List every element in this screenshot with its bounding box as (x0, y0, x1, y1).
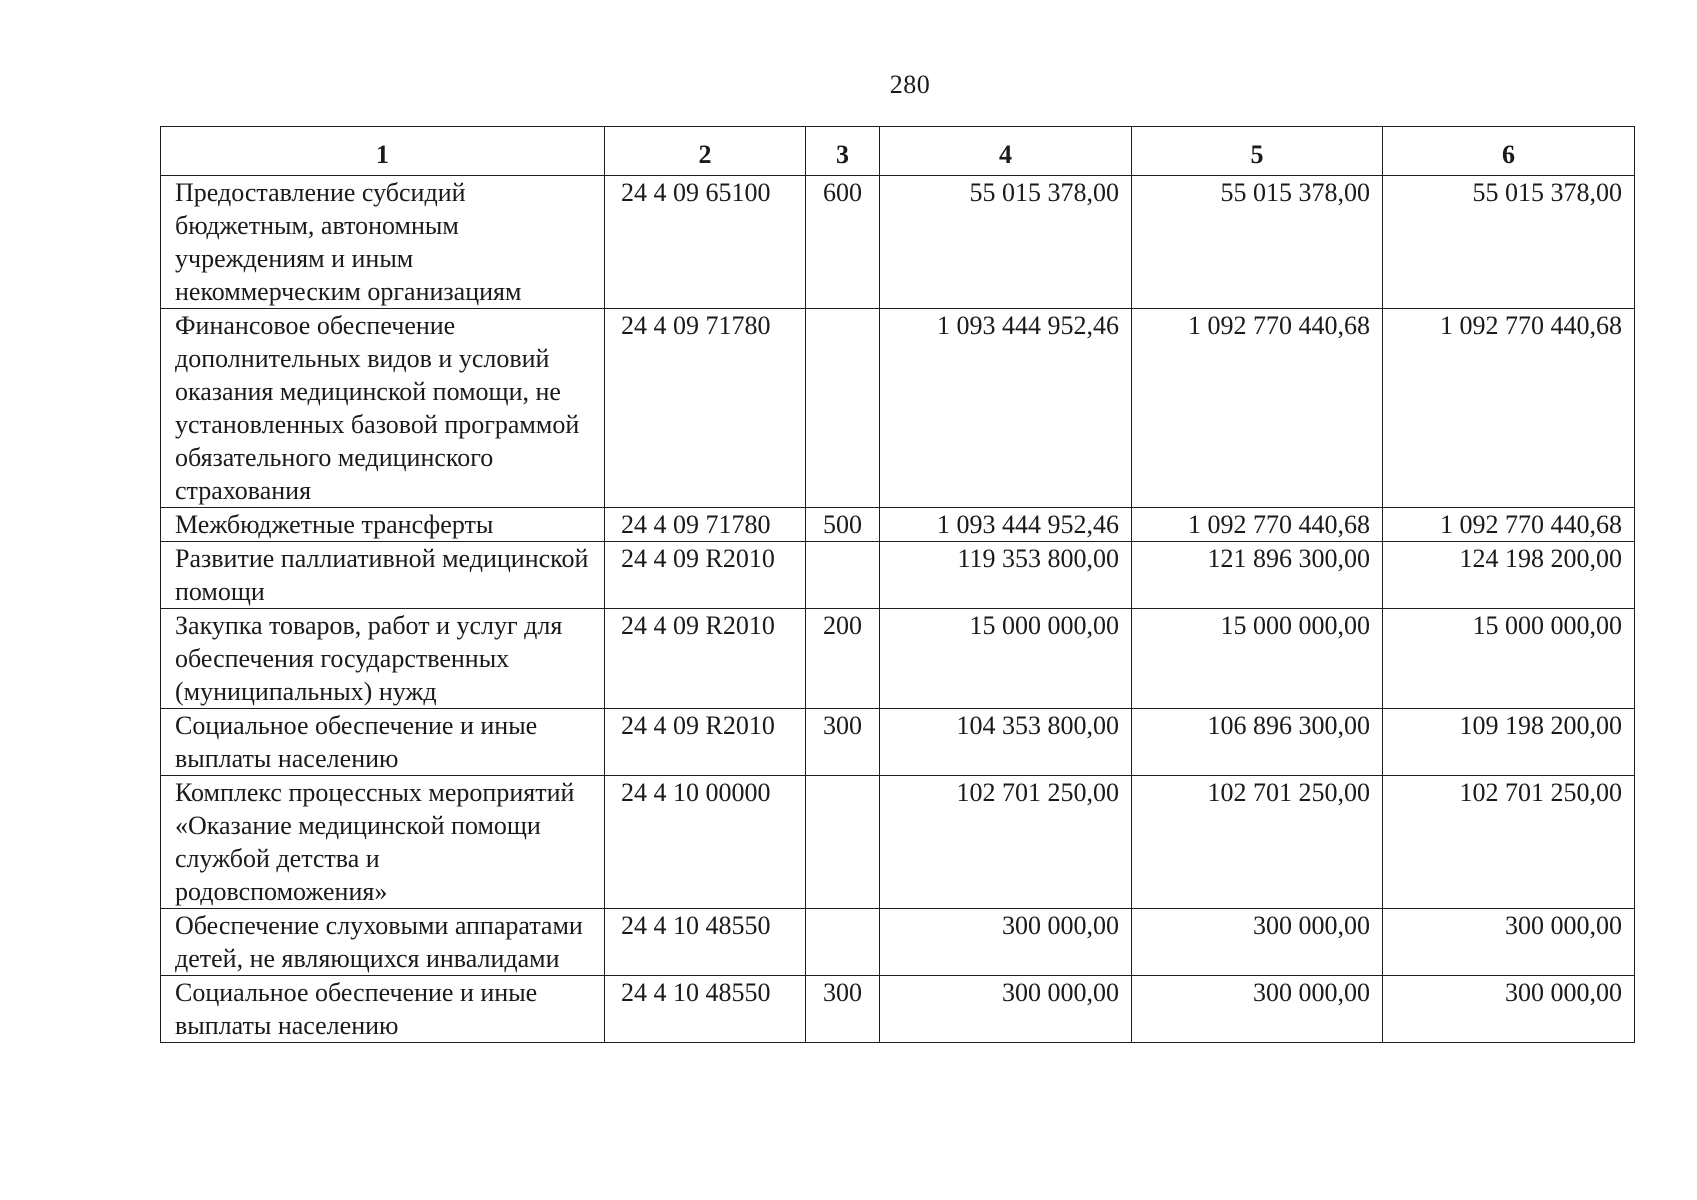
row-sum-col4: 55 015 378,00 (880, 176, 1132, 309)
row-sum-col5: 102 701 250,00 (1132, 776, 1383, 909)
row-code: 24 4 09 71780 (605, 508, 806, 542)
row-sum-col5: 55 015 378,00 (1132, 176, 1383, 309)
row-sum-col4: 300 000,00 (880, 909, 1132, 976)
row-code: 24 4 09 R2010 (605, 542, 806, 609)
row-sum-col4: 15 000 000,00 (880, 609, 1132, 709)
table-row (161, 976, 1635, 1043)
row-name: Социальное обеспечение и иные выплаты населению (161, 976, 605, 1043)
table-row (161, 176, 1635, 309)
table-row (161, 909, 1635, 976)
column-header: 4 (880, 127, 1132, 176)
table-header-row (161, 127, 1635, 176)
row-name: Развитие паллиативной медицинской помощи (161, 542, 605, 609)
row-sum-col6: 109 198 200,00 (1383, 709, 1635, 776)
column-header: 5 (1132, 127, 1383, 176)
row-sum-col4: 1 093 444 952,46 (880, 508, 1132, 542)
row-sum-col5: 1 092 770 440,68 (1132, 508, 1383, 542)
row-expense-type (806, 909, 880, 976)
row-sum-col5: 300 000,00 (1132, 909, 1383, 976)
row-name: Комплекс процессных мероприятий «Оказание медицинской помощи службой детства и родовспоможения» (161, 776, 605, 909)
row-code: 24 4 09 71780 (605, 309, 806, 508)
row-sum-col4: 102 701 250,00 (880, 776, 1132, 909)
row-expense-type: 300 (806, 976, 880, 1043)
row-sum-col5: 15 000 000,00 (1132, 609, 1383, 709)
row-sum-col5: 1 092 770 440,68 (1132, 309, 1383, 508)
row-code: 24 4 09 R2010 (605, 709, 806, 776)
row-expense-type: 200 (806, 609, 880, 709)
table-row (161, 609, 1635, 709)
row-sum-col6: 300 000,00 (1383, 909, 1635, 976)
row-code: 24 4 09 65100 (605, 176, 806, 309)
row-expense-type: 500 (806, 508, 880, 542)
row-name: Финансовое обеспечение дополнительных видов и условий оказания медицинской помощи, не установленных базовой программой обязательного медицинского страхования (161, 309, 605, 508)
row-expense-type: 600 (806, 176, 880, 309)
row-sum-col6: 55 015 378,00 (1383, 176, 1635, 309)
row-code: 24 4 10 48550 (605, 976, 806, 1043)
table-row (161, 776, 1635, 909)
row-sum-col5: 300 000,00 (1132, 976, 1383, 1043)
page-number: 280 (889, 70, 931, 99)
row-sum-col6: 300 000,00 (1383, 976, 1635, 1043)
row-sum-col5: 106 896 300,00 (1132, 709, 1383, 776)
row-code: 24 4 09 R2010 (605, 609, 806, 709)
row-sum-col6: 102 701 250,00 (1383, 776, 1635, 909)
row-name: Социальное обеспечение и иные выплаты населению (161, 709, 605, 776)
column-header: 2 (605, 127, 806, 176)
column-header: 1 (161, 127, 605, 176)
row-expense-type (806, 309, 880, 508)
row-code: 24 4 10 48550 (605, 909, 806, 976)
row-sum-col5: 121 896 300,00 (1132, 542, 1383, 609)
row-name: Межбюджетные трансферты (161, 508, 605, 542)
row-name: Закупка товаров, работ и услуг для обеспечения государственных (муниципальных) нужд (161, 609, 605, 709)
row-sum-col4: 119 353 800,00 (880, 542, 1132, 609)
row-sum-col4: 300 000,00 (880, 976, 1132, 1043)
row-expense-type: 300 (806, 709, 880, 776)
row-name: Предоставление субсидий бюджетным, автономным учреждениям и иным некоммерческим организациям (161, 176, 605, 309)
row-code: 24 4 10 00000 (605, 776, 806, 909)
table-row (161, 542, 1635, 609)
row-sum-col6: 124 198 200,00 (1383, 542, 1635, 609)
column-header: 6 (1383, 127, 1635, 176)
row-expense-type (806, 542, 880, 609)
table-row (161, 508, 1635, 542)
row-sum-col6: 1 092 770 440,68 (1383, 508, 1635, 542)
row-sum-col4: 1 093 444 952,46 (880, 309, 1132, 508)
column-header: 3 (806, 127, 880, 176)
row-sum-col6: 15 000 000,00 (1383, 609, 1635, 709)
table-row (161, 709, 1635, 776)
row-sum-col6: 1 092 770 440,68 (1383, 309, 1635, 508)
row-expense-type (806, 776, 880, 909)
budget-table (160, 126, 1635, 1043)
row-sum-col4: 104 353 800,00 (880, 709, 1132, 776)
row-name: Обеспечение слуховыми аппаратами детей, не являющихся инвалидами (161, 909, 605, 976)
table-row (161, 309, 1635, 508)
